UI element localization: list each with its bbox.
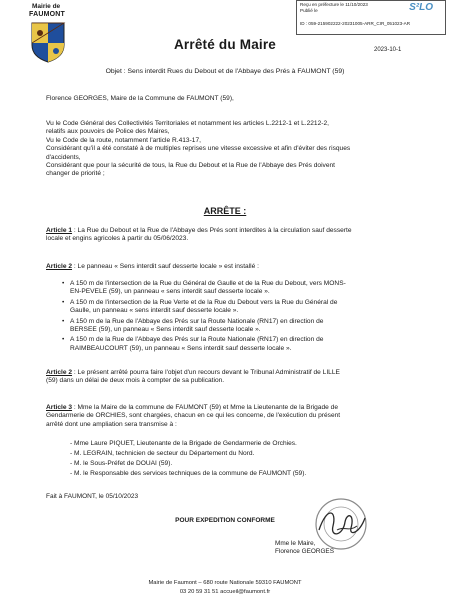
consideration-line: d'accidents, xyxy=(46,153,81,161)
prefecture-receipt-stamp xyxy=(296,0,446,35)
consideration-line: Considérant que pour la sécurité de tous, la Rue du Debout et la Rue de l'Abbaye des Prés doivent xyxy=(46,162,336,170)
list-item: • A 150 m de la Rue de l'Abbaye des Prés sur la Route Nationale (RN17) en direction de RAIMBEAUCOURT (59), un panneau « Sens interdit sauf desserte locale ». xyxy=(62,336,418,353)
list-item: - Mme Laure PIQUET, Lieutenante de la Brigade de Gendarmerie de Orchies. xyxy=(70,440,297,447)
stamp-id: ID : 059-215902222-20231005-ARR_CIR_051023-AR xyxy=(300,20,411,26)
footer-address: Mairie de Faumont – 680 route Nationale 59310 FAUMONT xyxy=(148,580,302,586)
expedition-conforme: POUR EXPEDITION CONFORME xyxy=(175,517,275,524)
objet-line: Objet : Sens interdit Rues du Debout et de l'Abbaye des Prés à FAUMONT (59) xyxy=(105,68,345,75)
fait-a-line: Fait à FAUMONT, le 05/10/2023 xyxy=(46,493,139,500)
footer-contact: 03 20 59 31 51 accueil@faumont.fr xyxy=(179,589,271,595)
article-text: : Mme la Maire de la commune de FAUMONT (59) et Mme la Lieutenante de la Brigade de xyxy=(72,404,338,411)
article-text: (59) dans un délai de deux mois à compter de sa publication. xyxy=(46,377,225,385)
slo-logo: S²LO xyxy=(409,2,433,13)
article-text: arrêté dont une ampliation sera transmise à : xyxy=(46,420,177,428)
article-text: Gendarmerie de ORCHIES, sont chargées, chacun en ce qui les concerne, de l'exécution du présent xyxy=(46,412,341,420)
list-item: - M. le Sous-Préfet de DOUAI (59). xyxy=(70,459,173,467)
article-label: Article 1 xyxy=(46,227,73,234)
signatory-role: Mme le Maire, xyxy=(275,540,316,547)
signs-list xyxy=(62,280,418,355)
document-title: Arrêté du Maire xyxy=(173,37,277,52)
signature-block xyxy=(275,540,334,557)
mairie-name: FAUMONT xyxy=(29,11,66,18)
list-item: - M. le Responsable des services techniques de la commune de FAUMONT (59). xyxy=(70,469,307,477)
mairie-label: Mairie de xyxy=(32,3,61,10)
list-item: • A 150 m de l'intersection de la Rue du Général de Gaulle et de la Rue du Debout, vers MONS- EN-PEVELE (59), un panneau « sens interdit sauf desserte locale ». xyxy=(62,280,418,297)
consideration-line: Vu le Code Général des Collectivités Territoriales et notamment les articles L.2212-1 et L.2212-2, xyxy=(46,120,329,127)
article-label: Article 3 xyxy=(46,404,73,411)
considerations xyxy=(46,120,418,179)
consideration-line: Considérant qu'il a été constaté à de multiples reprises une vitesse excessive et afin d'éviter des risques xyxy=(46,145,351,153)
list-item: - M. LEGRAIN, technicien de secteur du Département du Nord. xyxy=(70,449,255,457)
arrete-heading: ARRÊTE : xyxy=(203,206,247,216)
article-label: Article 2 xyxy=(46,263,73,270)
list-item: • A 150 m de la Rue de l'Abbaye des Prés sur la Route Nationale (RN17) en direction de BERSEE (59), un panneau « Sens interdit sauf desserte locale ». xyxy=(62,318,418,335)
article-3 xyxy=(46,404,418,429)
article-recours xyxy=(46,369,418,386)
article-2 xyxy=(46,263,418,271)
stamp-received: Reçu en préfecture le 11/10/2023 xyxy=(300,2,368,7)
consideration-line: changer de priorité ; xyxy=(46,170,105,178)
stamp-published: Publié le xyxy=(300,8,318,14)
article-label: Article 2 xyxy=(46,369,73,376)
article-1 xyxy=(46,227,418,244)
signatory-name: Florence GEORGES xyxy=(275,548,334,556)
recipients-list xyxy=(70,440,410,480)
list-item: • A 150 m de l'intersection de la Rue Verte et de la Rue du Debout vers la Rue du Général de Gaulle, un panneau « sens interdit sauf desserte locale ». xyxy=(62,299,418,316)
consideration-line: Vu le Code de la route, notamment l'article R.413-17, xyxy=(46,136,201,144)
reference-number: 2023-10-1 xyxy=(374,47,402,53)
article-text: : Le présent arrêté pourra faire l'objet d'un recours devant le Tribunal Administratif de LILLE xyxy=(72,369,340,376)
article-text: : Le panneau « Sens interdit sauf desserte locale » est installé : xyxy=(72,263,259,270)
consideration-line: relatifs aux pouvoirs de Police des Maires, xyxy=(46,128,170,136)
article-text: locale et engins agricoles à partir du 05/06/2023. xyxy=(46,235,189,243)
article-text: : La Rue du Debout et la Rue de l'Abbaye des Prés sont interdites à la circulation sauf desserte xyxy=(72,227,352,234)
mayor-intro: Florence GEORGES, Maire de la Commune de FAUMONT (59), xyxy=(46,95,234,102)
